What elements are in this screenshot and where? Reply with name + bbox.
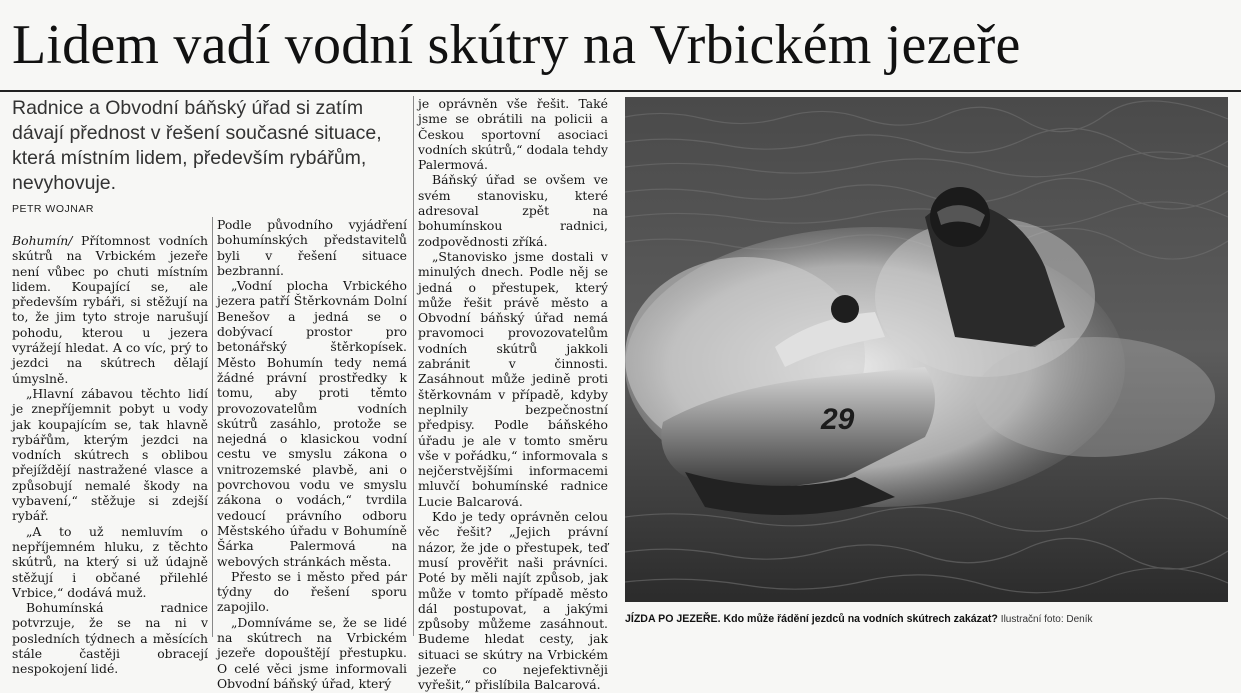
paragraph: „Stanovisko jsme dostali v minulých dnech. Podle něj se jedná o přestupek, který může řešit právě město a Obvodní báňský úřad nemá pravomoci provozovatelům vodních skútrů jakkoli zabránit v činnosti. Zasáhnout může jedině proti štěrkovnám v případě, kdyby neplnily bezpečnostní předpisy. Podle báňského úřadu je ale v tomto směru vše v pořádku,“ informovala s nejčerstvějšími informacemi mluvčí bohumínské radnice Lucie Balcarová. xyxy=(418,248,608,509)
paragraph: „A to už nemluvím o nepříjemném hluku, z těchto skútrů, na který si už údajně stěžují i občané přilehlé Vrbice,“ dodává muž. xyxy=(12,523,208,600)
paragraph: „Domníváme se, že se lidé na skútrech na Vrbickém jezeře dopouštějí přestupku. O celé věci jsme informovali Obvodní báňský úřad, který xyxy=(217,614,407,691)
headline-rule xyxy=(0,90,1241,92)
dateline: Bohumín/ xyxy=(12,233,73,248)
caption-title: JÍZDA PO JEZEŘE. Kdo může řádění jezdců na vodních skútrech zakázat? xyxy=(625,613,998,625)
column-divider xyxy=(212,217,213,637)
lead-paragraph: Radnice a Obvodní báňský úřad si zatím dávají přednost v řešení současné situace, která místním lidem, především rybářům, nevyhovuje. xyxy=(12,97,382,194)
paragraph: „Vodní plocha Vrbického jezera patří Štěrkovnám Dolní Benešov a jedná se o dobývací prostor pro betonářský štěrkopísek. Město Bohumín tedy nemá žádné právní prostředky k tomu, aby proti těmto provozovatelům vodních skútrů zasáhlo, protože se nejedná o klasickou vodní cestu ve smyslu zákona o vnitrozemské plavbě, ani o povrchovou vodu ve smyslu zákona o vodách,“ tvrdila vedoucí právního odboru Městského úřadu v Bohumíně Šárka Palermová na webových stránkách města. xyxy=(217,278,407,569)
paragraph: Bohumín/ Přítomnost vodních skútrů na Vrbickém jezeře není vůbec po chuti místním lidem. Koupající se, ale především rybáři, si stěžují na to, že jim tyto stroje narušují pohodu, kterou u jezera vyrážejí hledat. A co víc, prý to jezdci na skútrech dělají úmyslně. xyxy=(12,233,208,386)
article-column-2 xyxy=(217,217,407,691)
article-column-3 xyxy=(418,96,608,693)
article-column-1 xyxy=(12,233,208,677)
jetski-number: 29 xyxy=(821,403,855,436)
paragraph: Podle původního vyjádření bohumínských představitelů byli v řešení situace bezbranní. xyxy=(217,217,407,278)
column-divider xyxy=(413,96,414,636)
paragraph: je oprávněn vše řešit. Také jsme se obrátili na policii a Českou sportovní asociaci vodních skútrů,“ dodala tehdy Palermová. xyxy=(418,96,608,173)
paragraph: Báňský úřad se ovšem ve svém stanovisku, které adresoval zpět na bohumínskou radnici, zodpovědnosti zříká. xyxy=(418,172,608,249)
paragraph: „Hlavní zábavou těchto lidí je znepříjemnit pobyt u vody jak koupajícím se, tak hlavně rybářům, kterým jezdci na vodních skútrech s oblibou přejíždějí nastražené vlasce a způsobují nemalé škody na vybavení,“ stěžuje si zdejší rybář. xyxy=(12,385,208,524)
jetski-photo xyxy=(625,97,1228,602)
caption-credit: Ilustrační foto: Deník xyxy=(1000,614,1093,625)
author-byline: PETR WOJNAR xyxy=(12,203,94,215)
photo-caption xyxy=(625,613,1235,625)
paragraph: Bohumínská radnice potvrzuje, že se na ni v posledních týdnech a měsících stále častěji obracejí nespokojení lidé. xyxy=(12,600,208,677)
paragraph: Kdo je tedy oprávněn celou věc řešit? „Jejich právní názor, že jde o přestupek, teď musí prověřit naši právníci. Poté by měli najít způsob, jak může v tomto případě město dál postupovat, a jakými způsoby můžeme zasáhnout. Budeme hledat cesty, jak situaci se skútry na Vrbickém jezeře co nejefektivněji vyřešit,“ přislíbila Balcarová. xyxy=(418,509,608,693)
headline: Lidem vadí vodní skútry na Vrbickém jezeře xyxy=(12,14,1021,76)
paragraph: Přesto se i město před pár týdny do řešení sporu zapojilo. xyxy=(217,568,407,615)
jetski-photo-illustration xyxy=(625,97,1228,602)
